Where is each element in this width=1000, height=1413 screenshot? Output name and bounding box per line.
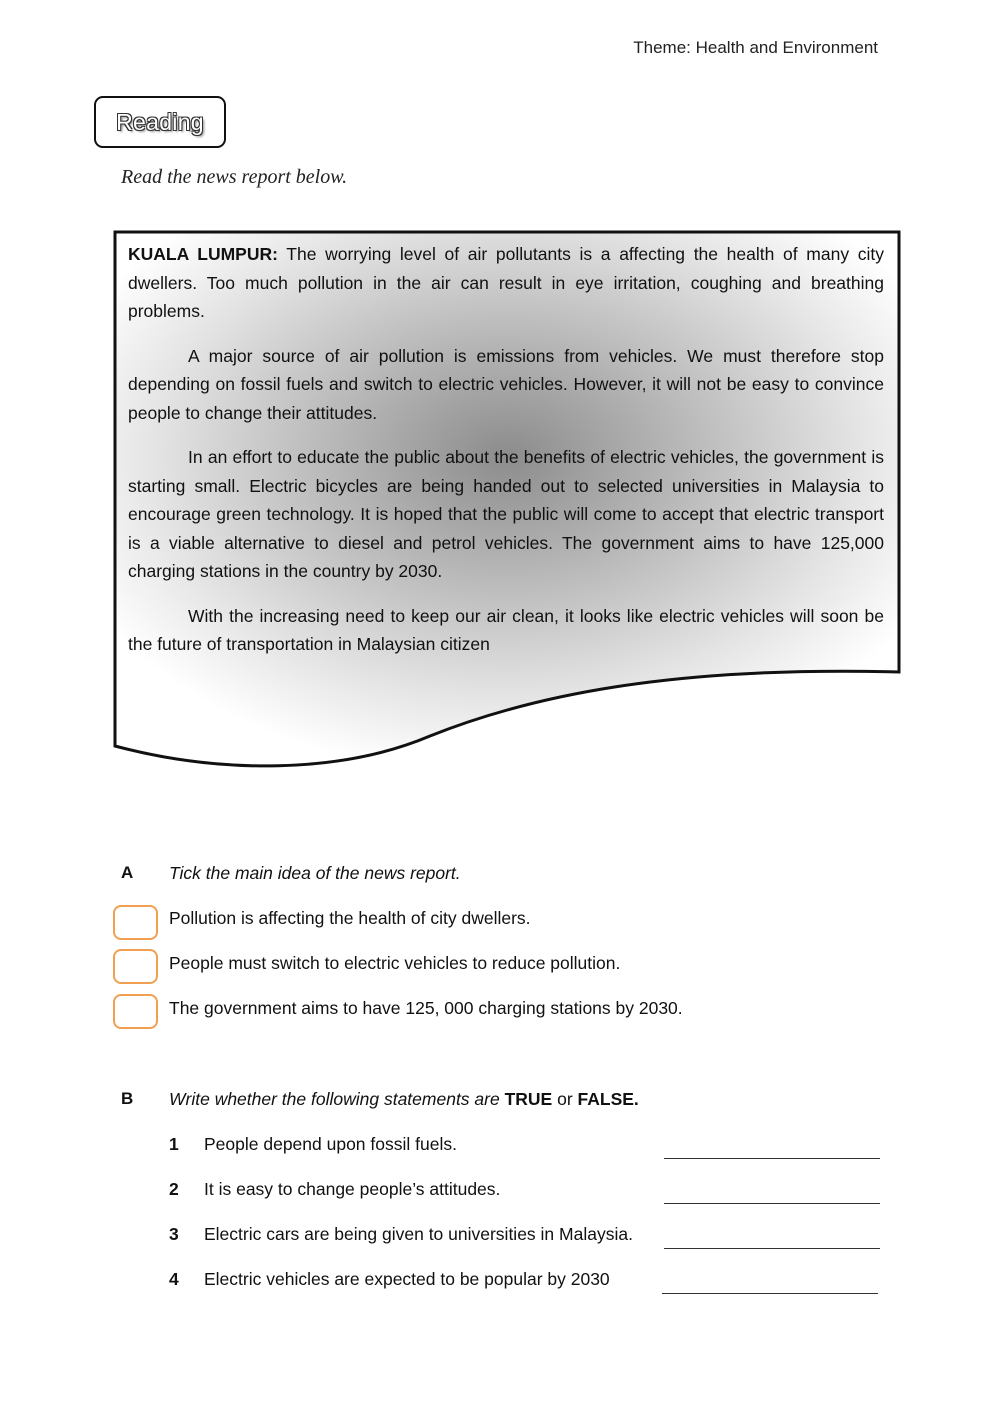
section-b-instruction: Write whether the following statements are TRUE or FALSE.: [169, 1089, 639, 1109]
question-4-text: Electric vehicles are expected to be popular by 2030: [204, 1269, 610, 1289]
section-b-letter: B: [121, 1089, 134, 1108]
question-4-number: 4: [169, 1269, 179, 1289]
question-1-answer-field[interactable]: [664, 1134, 880, 1159]
article-paragraph-3: In an effort to educate the public about the benefits of electric vehicles, the government is starting small. Electric bicycles are being handed out to selected universities in Malaysia to encourage green technology. It is hoped that the public will come to accept that electric transport is a viable alternative to diesel and petrol vehicles. The government aims to have 125,000 charging stations in the country by 2030.: [128, 447, 884, 581]
article-paragraph-1: KUALA LUMPUR: The worrying level of air pollutants is a affecting the health of many city dwellers. Too much pollution in the air can result in eye irritation, coughing and breathing problems.: [128, 244, 884, 321]
option-2-checkbox[interactable]: [113, 949, 158, 984]
question-2-text: It is easy to change people’s attitudes.: [204, 1179, 501, 1199]
false-keyword: FALSE.: [577, 1089, 639, 1109]
theme-header: Theme: Health and Environment: [633, 38, 878, 57]
option-2-text: People must switch to electric vehicles to reduce pollution.: [169, 953, 621, 973]
option-1-checkbox[interactable]: [113, 905, 158, 940]
question-3-number: 3: [169, 1224, 179, 1244]
news-report: [128, 240, 884, 675]
true-keyword: TRUE: [504, 1089, 553, 1109]
section-title: Reading: [116, 108, 204, 135]
section-title-box: [94, 96, 226, 148]
question-2-number: 2: [169, 1179, 179, 1199]
article-paragraph-2: A major source of air pollution is emissions from vehicles. We must therefore stop depending on fossil fuels and switch to electric vehicles. However, it will not be easy to convince people to change their attitudes.: [128, 345, 884, 423]
section-a-instruction: Tick the main idea of the news report.: [169, 863, 461, 883]
article-paragraph-4: With the increasing need to keep our air clean, it looks like electric vehicles will soon be the future of transportation in Malaysian citizen: [128, 605, 884, 654]
option-3-text: The government aims to have 125, 000 charging stations by 2030.: [169, 998, 683, 1018]
question-1-number: 1: [169, 1134, 179, 1154]
reading-instruction: Read the news report below.: [121, 166, 348, 188]
question-4-answer-field[interactable]: [662, 1269, 878, 1294]
question-3-answer-field[interactable]: [664, 1224, 880, 1249]
option-3-checkbox[interactable]: [113, 994, 158, 1029]
question-3-text: Electric cars are being given to universities in Malaysia.: [204, 1224, 633, 1244]
question-2-answer-field[interactable]: [664, 1179, 880, 1204]
article-dateline: KUALA LUMPUR:: [128, 244, 278, 264]
section-a-letter: A: [121, 863, 134, 882]
question-1-text: People depend upon fossil fuels.: [204, 1134, 457, 1154]
option-1-text: Pollution is affecting the health of city dwellers.: [169, 908, 531, 928]
